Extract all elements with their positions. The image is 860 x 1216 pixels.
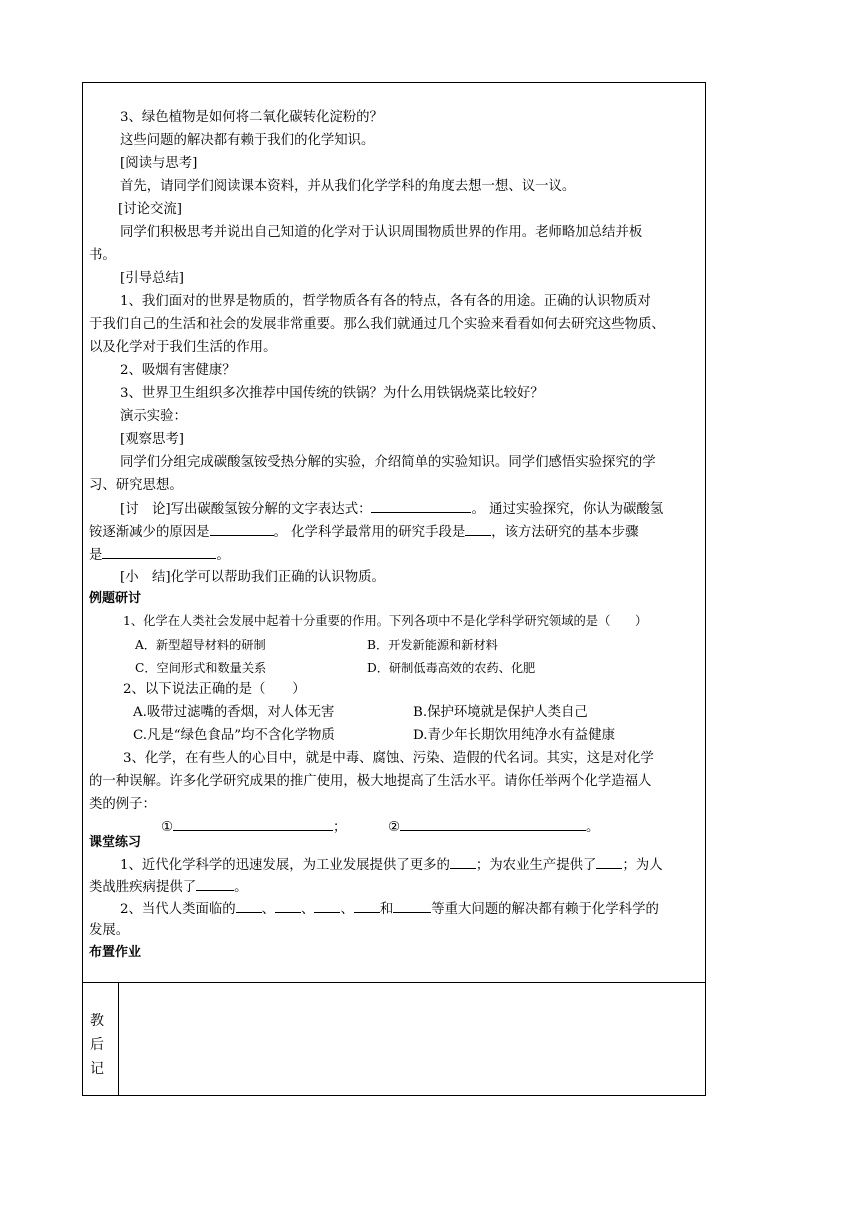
- heading-summary: [引导总结]: [120, 271, 185, 286]
- option-c: C.凡是“绿色食品”均不含化学物质: [133, 728, 335, 743]
- option-a: A.吸带过滤嘴的香烟，对人体无害: [133, 705, 335, 720]
- answer-blank[interactable]: [354, 899, 380, 913]
- heading-conclusion: [小 结]化学可以帮助我们正确的认识物质。: [120, 570, 385, 585]
- answer-blank[interactable]: [465, 522, 491, 536]
- text-line: 铵逐渐减少的原因是 。 化学科学最常用的研究手段是 ，该方法研究的基本步骤: [89, 522, 639, 542]
- text-line: 3、绿色植物是如何将二氧化碳转化淀粉的？: [120, 110, 383, 125]
- answer-blank[interactable]: [173, 817, 333, 831]
- reflection-notes-area[interactable]: [119, 983, 705, 1095]
- section-title-practice: 课堂练习: [89, 835, 142, 850]
- text-line: [讨 论]写出碳酸氢铵分解的文字表达式： 。 通过实验探究，你认为碳酸氢: [120, 499, 663, 519]
- text-line: 以及化学对于我们生活的作用。: [89, 340, 277, 355]
- answer-blank[interactable]: [275, 899, 301, 913]
- answer-blank[interactable]: [450, 855, 476, 869]
- answer-blank[interactable]: [400, 817, 586, 831]
- text-line: 演示实验：: [120, 409, 187, 424]
- answer-blank[interactable]: [196, 877, 234, 891]
- example-blank-1: ① ；: [161, 817, 346, 837]
- text-line: 这些问题的解决都有赖于我们的化学知识。: [120, 133, 375, 148]
- question-2: 2、以下说法正确的是（ ）: [123, 682, 306, 697]
- example-blank-2: ② 。: [388, 817, 599, 837]
- section-title-examples: 例题研讨: [89, 591, 142, 606]
- answer-blank[interactable]: [596, 855, 622, 869]
- text-line: 同学们积极思考并说出自己知道的化学对于认识周围物质世界的作用。老师略加总结并板: [120, 225, 643, 240]
- text-line: 2、吸烟有害健康？: [120, 363, 236, 378]
- practice-2: 2、当代人类面临的 、 、 、 和 等重大问题的解决都有赖于化学科学的: [120, 899, 659, 919]
- option-a: A．新型超导材料的研制: [135, 638, 266, 652]
- text-line: 1、我们面对的世界是物质的，哲学物质各有各的特点，各有各的用途。正确的认识物质对: [120, 294, 651, 309]
- option-b: B.保护环境就是保护人类自己: [413, 705, 588, 720]
- footer-label-char: 教: [90, 1013, 104, 1029]
- option-d: D．研制低毒高效的农药、化肥: [367, 661, 536, 675]
- answer-blank[interactable]: [393, 899, 431, 913]
- text-line: 习、研究思想。: [89, 478, 183, 493]
- question-1: 1、化学在人类社会发展中起着十分重要的作用。下列各项中不是化学科学研究领域的是（ ）: [123, 614, 648, 628]
- answer-blank[interactable]: [210, 522, 274, 536]
- text-line: 于我们自己的生活和社会的发展非常重要。那么我们就通过几个实验来看看如何去研究这些物质、: [89, 317, 665, 332]
- text-line: 类的例子：: [89, 797, 156, 812]
- heading-reading: [阅读与思考]: [120, 156, 198, 171]
- option-d: D.青少年长期饮用纯净水有益健康: [413, 728, 615, 743]
- text-line: 3、世界卫生组织多次推荐中国传统的铁锅？为什么用铁锅烧菜比较好？: [120, 386, 544, 401]
- option-b: B．开发新能源和新材料: [367, 638, 498, 652]
- heading-discussion: [讨论交流]: [118, 202, 183, 217]
- text-line: 同学们分组完成碳酸氢铵受热分解的实验，介绍简单的实验知识。同学们感悟实验探究的学: [120, 455, 656, 470]
- text-line: 发展。: [89, 923, 130, 938]
- practice-1: 1、近代化学科学的迅速发展，为工业发展提供了更多的 ；为农业生产提供了 ；为人: [120, 855, 663, 875]
- answer-blank[interactable]: [236, 899, 262, 913]
- section-title-homework: 布置作业: [89, 945, 142, 960]
- footer-label-char: 后: [90, 1037, 104, 1053]
- footer-label-char: 记: [90, 1061, 104, 1077]
- answer-blank[interactable]: [102, 545, 216, 559]
- heading-observe: [观察思考]: [120, 432, 185, 447]
- answer-blank[interactable]: [371, 499, 471, 513]
- text-line: 是 。: [89, 545, 230, 565]
- text-line: 的一种误解。许多化学研究成果的推广使用，极大地提高了生活水平。请你任举两个化学造福人: [89, 774, 652, 789]
- text-line: 首先，请同学们阅读课本资料，并从我们化学学科的角度去想一想、议一议。: [120, 179, 576, 194]
- question-3: 3、化学，在有些人的心目中，就是中毒、腐蚀、污染、造假的代名词。其实，这是对化学: [123, 751, 654, 766]
- text-line: 类战胜疾病提供了 。: [89, 877, 248, 897]
- answer-blank[interactable]: [314, 899, 340, 913]
- option-c: C．空间形式和数量关系: [135, 661, 267, 675]
- text-line: 书。: [89, 248, 116, 263]
